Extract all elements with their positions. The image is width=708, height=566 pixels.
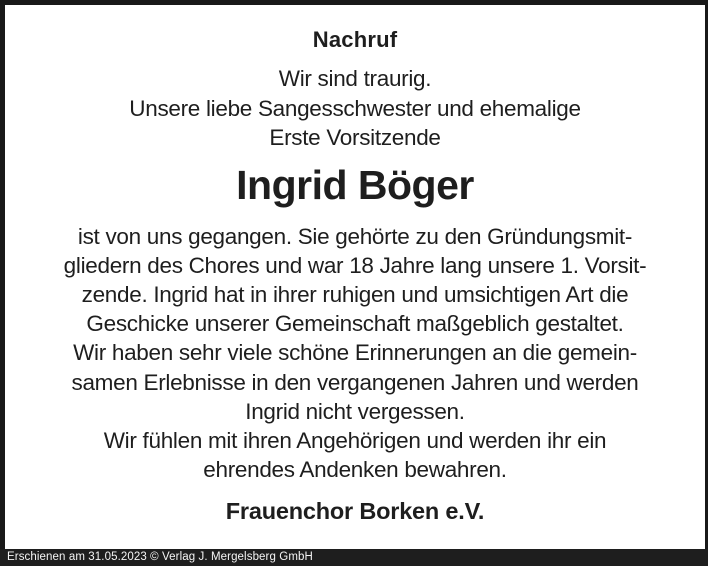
intro-line: Erste Vorsitzende xyxy=(269,125,441,150)
tribute-line: zende. Ingrid hat in ihrer ruhigen und umsichtigen Art die xyxy=(81,281,629,307)
tribute-line: gliedern des Chores und war 18 Jahre lang unsere 1. Vorsit- xyxy=(63,252,647,278)
tribute-text xyxy=(5,222,705,485)
signature-org: Frauenchor Borken e.V. xyxy=(225,498,485,525)
deceased-name: Ingrid Böger xyxy=(236,161,474,208)
tribute-line: Wir fühlen mit ihren Angehörigen und werden ihr ein xyxy=(103,427,607,453)
tribute-line: Wir haben sehr viele schöne Erinnerungen an die gemein- xyxy=(73,340,637,366)
intro-text xyxy=(5,64,705,153)
tribute-line: Ingrid nicht vergessen. xyxy=(245,398,465,424)
tribute-line: ist von uns gegangen. Sie gehörte zu den Gründungsmit- xyxy=(77,223,633,249)
tribute-line: Geschicke unserer Gemeinschaft maßgeblich gestaltet. xyxy=(86,311,624,337)
intro-line: Unsere liebe Sangesschwester und ehemalige xyxy=(129,95,581,121)
tribute-line: ehrendes Andenken bewahren. xyxy=(203,457,507,483)
publication-info: Erschienen am 31.05.2023 © Verlag J. Mergelsberg GmbH xyxy=(7,551,313,563)
intro-line: Wir sind traurig. xyxy=(278,66,432,91)
tribute-line: samen Erlebnisse in den vergangenen Jahren und werden xyxy=(71,369,639,395)
publication-footer xyxy=(0,549,708,566)
notice-heading: Nachruf xyxy=(312,27,398,52)
